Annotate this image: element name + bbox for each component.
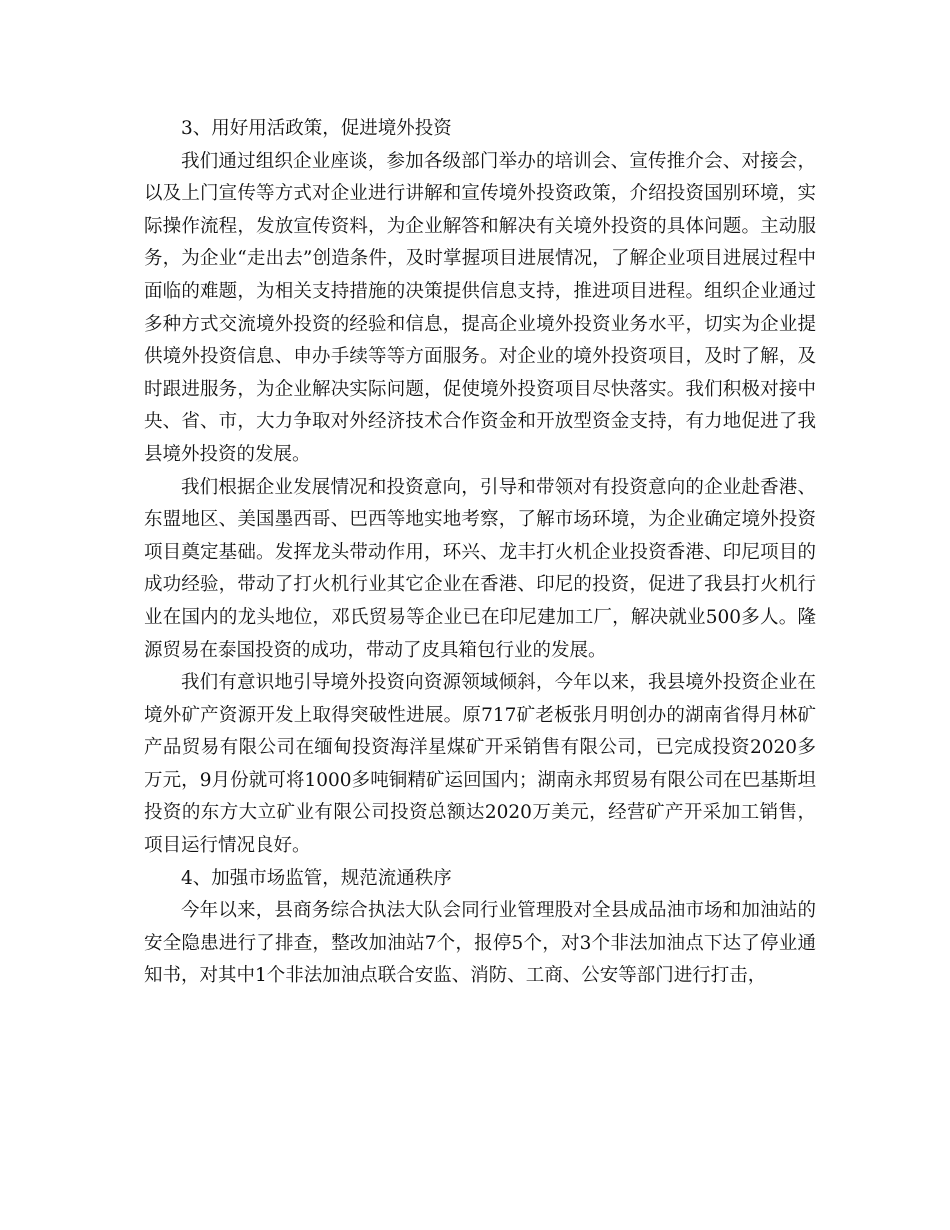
paragraph-resource-investment: 我们有意识地引导境外投资向资源领域倾斜，今年以来，我县境外投资企业在境外矿产资源开发上取得突破性进展。原717矿老板张月明创办的湖南省得月林矿产品贸易有限公司在缅甸投资海洋星煤矿开采销售有限公司，已完成投资2020多万元，9月份就可将1000多吨铜精矿运回国内；湖南永邦贸易有限公司在巴基斯坦投资的东方大立矿业有限公司投资总额达2020万美元，经营矿产开采加工销售，项目运行情况良好。 bbox=[144, 672, 816, 857]
paragraph-market-supervision: 今年以来，县商务综合执法大队会同行业管理股对全县成品油市场和加油站的安全隐患进行了排查，整改加油站7个，报停5个，对3个非法加油点下达了停业通知书，对其中1个非法加油点联合安监、消防、工商、公安等部门进行打击， bbox=[144, 900, 816, 987]
paragraph-policy-promotion: 我们通过组织企业座谈，参加各级部门举办的培训会、宣传推介会、对接会，以及上门宣传等方式对企业进行讲解和宣传境外投资政策，介绍投资国别环境，实际操作流程，发放宣传资料，为企业解答和解决有关境外投资的具体问题。主动服务，为企业“走出去”创造条件，及时掌握项目进展情况，了解企业项目进展过程中面临的难题，为相关支持措施的决策提供信息支持，推进项目进程。组织企业通过多种方式交流境外投资的经验和信息，提高企业境外投资业务水平，切实为企业提供境外投资信息、申办手续等等方面服务。对企业的境外投资项目，及时了解，及时跟进服务，为企业解决实际问题，促使境外投资项目尽快落实。我们积极对接中央、省、市，大力争取对外经济技术合作资金和开放型资金支持，有力地促进了我县境外投资的发展。 bbox=[144, 150, 816, 465]
document-body bbox=[144, 113, 816, 993]
paragraph-site-investigation: 我们根据企业发展情况和投资意向，引导和带领对有投资意向的企业赴香港、东盟地区、美国墨西哥、巴西等地实地考察，了解市场环境，为企业确定境外投资项目奠定基础。发挥龙头带动作用，环兴、龙丰打火机企业投资香港、印尼项目的成功经验，带动了打火机行业其它企业在香港、印尼的投资，促进了我县打火机行业在国内的龙头地位，邓氏贸易等企业已在印尼建加工厂，解决就业500多人。隆源贸易在泰国投资的成功，带动了皮具箱包行业的发展。 bbox=[144, 476, 816, 661]
section-heading-3: 3、用好用活政策，促进境外投资 bbox=[181, 118, 452, 139]
section-heading-4: 4、加强市场监管，规范流通秩序 bbox=[181, 867, 452, 889]
